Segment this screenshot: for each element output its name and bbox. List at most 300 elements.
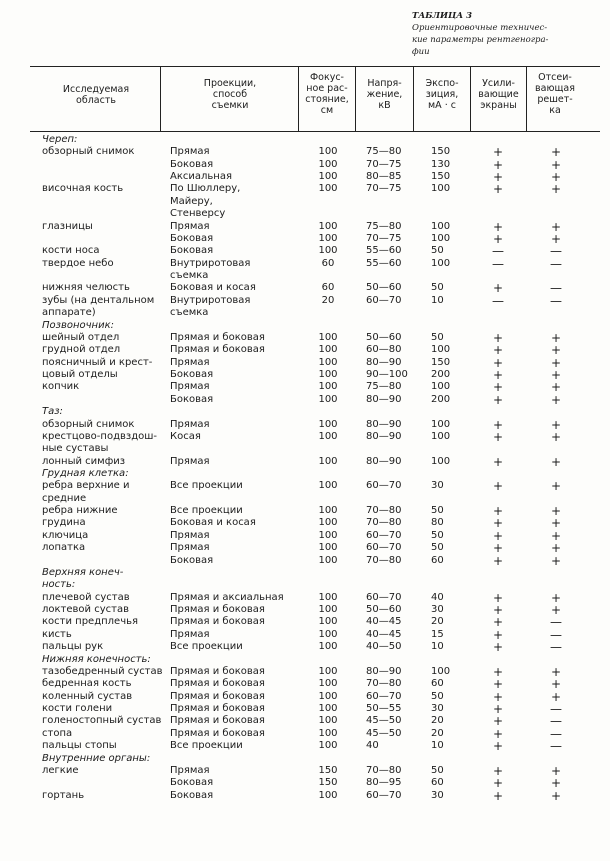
table-row (0, 245, 610, 257)
grid-cell: + (550, 330, 562, 345)
table-row (0, 728, 610, 740)
area-cell: Нижняя конечность: (42, 653, 151, 665)
table-row (0, 790, 610, 802)
focal-distance-cell: 100 (318, 591, 338, 603)
grid-cell: + (550, 380, 562, 395)
table-row (0, 381, 610, 393)
screens-cell: + (492, 343, 504, 358)
grid-cell: — (550, 256, 562, 271)
column-header: Напря- жение, кВ (366, 78, 403, 111)
table-row (0, 282, 610, 294)
voltage-cell: 70—80 (366, 554, 402, 566)
screens-cell: — (492, 293, 504, 308)
grid-cell: + (550, 528, 562, 543)
section-heading-row (0, 320, 610, 332)
area-cell: кости носа (42, 245, 100, 257)
grid-cell: — (550, 293, 562, 308)
grid-cell: — (550, 627, 562, 642)
projection-cell: Прямая и боковая (170, 344, 265, 356)
grid-cell: + (550, 368, 562, 383)
projection-cell: Боковая и косая (170, 517, 256, 529)
screens-cell: + (492, 392, 504, 407)
exposure-cell: 30 (431, 604, 444, 616)
focal-distance-cell: 100 (318, 715, 338, 727)
area-cell: глазницы (42, 220, 93, 232)
area-cell: кости предплечья (42, 616, 139, 628)
exposure-cell: 10 (431, 740, 444, 752)
focal-distance-cell: 100 (318, 740, 338, 752)
voltage-cell: 50—55 (366, 703, 402, 715)
screens-cell: + (492, 368, 504, 383)
projection-cell: Боковая (170, 232, 214, 244)
table-row (0, 270, 610, 282)
voltage-cell: 80—90 (366, 430, 402, 442)
screens-cell: + (492, 145, 504, 160)
focal-distance-cell: 100 (318, 703, 338, 715)
voltage-cell: 75—80 (366, 146, 402, 158)
exposure-cell: 50 (431, 764, 444, 776)
grid-cell: — (550, 739, 562, 754)
table-row (0, 666, 610, 678)
section-heading-row (0, 468, 610, 480)
table-row (0, 258, 610, 270)
exposure-cell: 100 (431, 430, 451, 442)
screens-cell: + (492, 603, 504, 618)
screens-cell: + (492, 170, 504, 185)
column-divider (160, 66, 161, 131)
column-header: Фокус- ное рас- стояние, см (305, 72, 349, 116)
section-heading-row (0, 134, 610, 146)
voltage-cell: 60—70 (366, 480, 402, 492)
focal-distance-cell: 100 (318, 789, 338, 801)
focal-distance-cell: 100 (318, 727, 338, 739)
projection-cell: Боковая (170, 789, 214, 801)
focal-distance-cell: 100 (318, 641, 338, 653)
grid-cell: + (550, 157, 562, 172)
voltage-cell: 40—45 (366, 628, 402, 640)
projection-cell: Прямая (170, 418, 210, 430)
projection-cell: Прямая (170, 220, 210, 232)
exposure-cell: 200 (431, 369, 451, 381)
area-cell: твердое небо (42, 257, 114, 269)
exposure-cell: 100 (431, 183, 451, 195)
area-cell: Верхняя конеч- (42, 566, 124, 578)
focal-distance-cell: 100 (318, 331, 338, 343)
exposure-cell: 100 (431, 344, 451, 356)
projection-cell: Аксиальная (170, 171, 232, 183)
table-row (0, 431, 610, 443)
projection-cell: Все проекции (170, 740, 243, 752)
grid-cell: + (550, 417, 562, 432)
focal-distance-cell: 60 (321, 257, 335, 269)
screens-cell: + (492, 528, 504, 543)
voltage-cell: 55—60 (366, 245, 402, 257)
screens-cell: + (492, 219, 504, 234)
exposure-cell: 50 (431, 245, 444, 257)
area-cell: локтевой сустав (42, 604, 129, 616)
table-row (0, 517, 610, 529)
projection-cell: Стенверсу (170, 208, 226, 220)
area-cell: легкие (42, 764, 79, 776)
area-cell: крестцово-подвздош- (42, 430, 157, 442)
projection-cell: Прямая (170, 529, 210, 541)
projection-cell: Боковая (170, 554, 214, 566)
projection-cell: Все проекции (170, 505, 243, 517)
area-cell: средние (42, 492, 87, 504)
grid-cell: + (550, 590, 562, 605)
exposure-cell: 100 (431, 232, 451, 244)
screens-cell: + (492, 157, 504, 172)
exposure-cell: 20 (431, 616, 444, 628)
grid-cell: + (550, 689, 562, 704)
projection-cell: съемка (170, 270, 209, 282)
screens-cell: + (492, 677, 504, 692)
area-cell: грудина (42, 517, 86, 529)
projection-cell: Прямая и боковая (170, 703, 265, 715)
exposure-cell: 30 (431, 703, 444, 715)
voltage-cell: 50—60 (366, 331, 402, 343)
grid-cell: + (550, 553, 562, 568)
screens-cell: + (492, 702, 504, 717)
voltage-cell: 60—70 (366, 294, 402, 306)
table-header-rule (30, 131, 600, 132)
exposure-cell: 200 (431, 393, 451, 405)
table-row (0, 332, 610, 344)
projection-cell: Прямая и боковая (170, 727, 265, 739)
voltage-cell: 70—80 (366, 764, 402, 776)
table-row (0, 629, 610, 641)
voltage-cell: 80—90 (366, 418, 402, 430)
section-heading-row (0, 567, 610, 579)
column-header: Усили- вающие экраны (478, 78, 519, 111)
screens-cell: — (492, 244, 504, 259)
grid-cell: + (550, 219, 562, 234)
screens-cell: + (492, 788, 504, 803)
projection-cell: Прямая (170, 356, 210, 368)
voltage-cell: 60—70 (366, 529, 402, 541)
area-cell: стопа (42, 727, 73, 739)
area-cell: обзорный снимок (42, 146, 135, 158)
voltage-cell: 75—80 (366, 220, 402, 232)
projection-cell: Боковая (170, 158, 214, 170)
focal-distance-cell: 150 (318, 777, 338, 789)
exposure-cell: 50 (431, 331, 444, 343)
table-subtitle-line: кие параметры рентгеногра- (412, 35, 549, 45)
projection-cell: Прямая (170, 628, 210, 640)
table-row (0, 530, 610, 542)
screens-cell: + (492, 231, 504, 246)
exposure-cell: 150 (431, 356, 451, 368)
exposure-cell: 50 (431, 690, 444, 702)
table-row (0, 691, 610, 703)
voltage-cell: 40—50 (366, 641, 402, 653)
exposure-cell: 30 (431, 480, 444, 492)
voltage-cell: 50—60 (366, 604, 402, 616)
voltage-cell: 40—45 (366, 616, 402, 628)
exposure-cell: 60 (431, 777, 444, 789)
focal-distance-cell: 150 (318, 764, 338, 776)
exposure-cell: 50 (431, 542, 444, 554)
section-heading-row (0, 753, 610, 765)
area-cell: кисть (42, 628, 72, 640)
exposure-cell: 150 (431, 146, 451, 158)
screens-cell: + (492, 182, 504, 197)
grid-cell: + (550, 170, 562, 185)
area-cell: коленный сустав (42, 690, 133, 702)
area-cell: Грудная клетка: (42, 467, 129, 479)
table-caption (412, 10, 602, 58)
grid-cell: + (550, 429, 562, 444)
grid-cell: — (550, 640, 562, 655)
projection-cell: Прямая (170, 146, 210, 158)
voltage-cell: 80—85 (366, 171, 402, 183)
voltage-cell: 70—75 (366, 183, 402, 195)
projection-cell: Майеру, (170, 195, 213, 207)
screens-cell: + (492, 726, 504, 741)
screens-cell: + (492, 763, 504, 778)
focal-distance-cell: 100 (318, 480, 338, 492)
focal-distance-cell: 100 (318, 542, 338, 554)
screens-cell: + (492, 714, 504, 729)
table-row (0, 555, 610, 567)
focal-distance-cell: 100 (318, 146, 338, 158)
table-row (0, 295, 610, 307)
screens-cell: + (492, 380, 504, 395)
table-row (0, 159, 610, 171)
table-row (0, 357, 610, 369)
area-cell: пальцы рук (42, 641, 104, 653)
table-row (0, 344, 610, 356)
table-row (0, 604, 610, 616)
focal-distance-cell: 100 (318, 356, 338, 368)
area-cell: поясничный и крест- (42, 356, 153, 368)
voltage-cell: 60—70 (366, 542, 402, 554)
focal-distance-cell: 100 (318, 628, 338, 640)
table-row (0, 307, 610, 319)
voltage-cell: 60—80 (366, 344, 402, 356)
focal-distance-cell: 100 (318, 430, 338, 442)
section-heading-row (0, 654, 610, 666)
grid-cell: — (550, 281, 562, 296)
focal-distance-cell: 100 (318, 455, 338, 467)
projection-cell: Прямая (170, 764, 210, 776)
projection-cell: Прямая и боковая (170, 690, 265, 702)
projection-cell: Прямая и боковая (170, 616, 265, 628)
area-cell: ключица (42, 529, 89, 541)
screens-cell: + (492, 590, 504, 605)
grid-cell: + (550, 231, 562, 246)
voltage-cell: 45—50 (366, 715, 402, 727)
projection-cell: Все проекции (170, 480, 243, 492)
section-heading-row (0, 406, 610, 418)
table-row (0, 493, 610, 505)
exposure-cell: 100 (431, 455, 451, 467)
focal-distance-cell: 100 (318, 369, 338, 381)
table-row (0, 740, 610, 752)
voltage-cell: 60—70 (366, 591, 402, 603)
table-subtitle-line: фии (412, 47, 430, 57)
area-cell: шейный отдел (42, 331, 120, 343)
focal-distance-cell: 100 (318, 158, 338, 170)
area-cell: голеностопный сустав (42, 715, 162, 727)
table-row (0, 171, 610, 183)
area-cell: ребра нижние (42, 505, 118, 517)
table-row (0, 233, 610, 245)
screens-cell: + (492, 516, 504, 531)
grid-cell: — (550, 244, 562, 259)
exposure-cell: 150 (431, 171, 451, 183)
exposure-cell: 40 (431, 591, 444, 603)
voltage-cell: 55—60 (366, 257, 402, 269)
screens-cell: + (492, 640, 504, 655)
grid-cell: + (550, 516, 562, 531)
table-row (0, 592, 610, 604)
exposure-cell: 100 (431, 418, 451, 430)
focal-distance-cell: 100 (318, 665, 338, 677)
area-cell: аппарате) (42, 307, 96, 319)
focal-distance-cell: 100 (318, 678, 338, 690)
projection-cell: Прямая и боковая (170, 715, 265, 727)
grid-cell: — (550, 726, 562, 741)
area-cell: ные суставы (42, 443, 109, 455)
exposure-cell: 15 (431, 628, 444, 640)
screens-cell: + (492, 627, 504, 642)
screens-cell: + (492, 739, 504, 754)
area-cell: кости голени (42, 703, 113, 715)
focal-distance-cell: 100 (318, 616, 338, 628)
area-cell: плечевой сустав (42, 591, 130, 603)
table-row (0, 146, 610, 158)
table-row (0, 480, 610, 492)
screens-cell: + (492, 504, 504, 519)
focal-distance-cell: 100 (318, 220, 338, 232)
grid-cell: + (550, 355, 562, 370)
focal-distance-cell: 100 (318, 183, 338, 195)
table-row (0, 208, 610, 220)
area-cell: бедренная кость (42, 678, 132, 690)
voltage-cell: 90—100 (366, 369, 408, 381)
grid-cell: + (550, 664, 562, 679)
exposure-cell: 60 (431, 678, 444, 690)
projection-cell: Прямая и боковая (170, 331, 265, 343)
focal-distance-cell: 100 (318, 604, 338, 616)
exposure-cell: 100 (431, 257, 451, 269)
screens-cell: + (492, 281, 504, 296)
section-heading-row (0, 579, 610, 591)
table-row (0, 505, 610, 517)
column-header: Отсеи- вающая решет- ка (535, 72, 575, 116)
focal-distance-cell: 100 (318, 554, 338, 566)
focal-distance-cell: 100 (318, 517, 338, 529)
exposure-cell: 50 (431, 282, 444, 294)
screens-cell: + (492, 664, 504, 679)
voltage-cell: 80—90 (366, 393, 402, 405)
projection-cell: Все проекции (170, 641, 243, 653)
area-cell: нижняя челюсть (42, 282, 130, 294)
voltage-cell: 70—75 (366, 232, 402, 244)
area-cell: пальцы стопы (42, 740, 117, 752)
projection-cell: съемка (170, 307, 209, 319)
table-row (0, 394, 610, 406)
voltage-cell: 70—80 (366, 517, 402, 529)
table-row (0, 183, 610, 195)
focal-distance-cell: 100 (318, 393, 338, 405)
projection-cell: Боковая (170, 245, 214, 257)
projection-cell: Прямая (170, 455, 210, 467)
exposure-cell: 100 (431, 220, 451, 232)
focal-distance-cell: 100 (318, 381, 338, 393)
voltage-cell: 80—95 (366, 777, 402, 789)
focal-distance-cell: 100 (318, 505, 338, 517)
projection-cell: Прямая и аксиальная (170, 591, 284, 603)
screens-cell: + (492, 776, 504, 791)
voltage-cell: 45—50 (366, 727, 402, 739)
exposure-cell: 50 (431, 505, 444, 517)
screens-cell: + (492, 553, 504, 568)
grid-cell: + (550, 454, 562, 469)
column-header: Проекции, способ съемки (203, 78, 257, 111)
exposure-cell: 100 (431, 381, 451, 393)
projection-cell: По Шюллеру, (170, 183, 241, 195)
screens-cell: + (492, 479, 504, 494)
grid-cell: — (550, 615, 562, 630)
grid-cell: + (550, 677, 562, 692)
table-row (0, 419, 610, 431)
table-row (0, 196, 610, 208)
exposure-cell: 10 (431, 294, 444, 306)
table-row (0, 221, 610, 233)
focal-distance-cell: 100 (318, 418, 338, 430)
projection-cell: Прямая и боковая (170, 678, 265, 690)
voltage-cell: 80—90 (366, 665, 402, 677)
screens-cell: + (492, 429, 504, 444)
voltage-cell: 60—70 (366, 690, 402, 702)
table-row (0, 641, 610, 653)
area-cell: грудной отдел (42, 344, 121, 356)
table-label: ТАБЛИЦА 3 (412, 11, 473, 21)
grid-cell: — (550, 714, 562, 729)
voltage-cell: 80—90 (366, 455, 402, 467)
exposure-cell: 10 (431, 641, 444, 653)
table-row (0, 678, 610, 690)
area-cell: ребра верхние и (42, 480, 130, 492)
table-row (0, 777, 610, 789)
column-header: Исследуемая область (62, 84, 130, 106)
area-cell: лопатка (42, 542, 86, 554)
projection-cell: Боковая (170, 777, 214, 789)
projection-cell: Внутриротовая (170, 257, 251, 269)
grid-cell: + (550, 182, 562, 197)
screens-cell: + (492, 330, 504, 345)
area-cell: Позвоночник: (42, 319, 114, 331)
grid-cell: + (550, 776, 562, 791)
voltage-cell: 60—70 (366, 789, 402, 801)
projection-cell: Прямая (170, 542, 210, 554)
projection-cell: Боковая (170, 393, 214, 405)
grid-cell: + (550, 788, 562, 803)
area-cell: ность: (42, 579, 76, 591)
focal-distance-cell: 100 (318, 344, 338, 356)
area-cell: цовый отделы (42, 369, 118, 381)
grid-cell: + (550, 603, 562, 618)
screens-cell: + (492, 355, 504, 370)
table-top-rule (30, 66, 600, 67)
voltage-cell: 75—80 (366, 381, 402, 393)
grid-cell: + (550, 392, 562, 407)
projection-cell: Косая (170, 430, 201, 442)
voltage-cell: 70—80 (366, 505, 402, 517)
focal-distance-cell: 100 (318, 690, 338, 702)
